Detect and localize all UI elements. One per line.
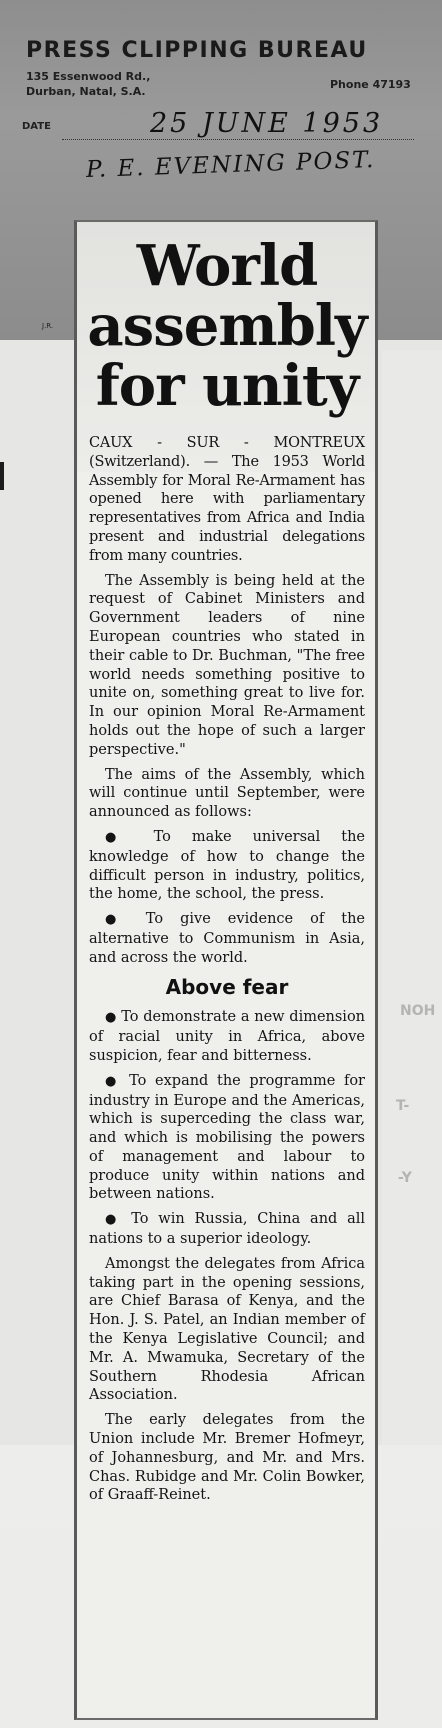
paragraph: The Assembly is being held at the request of Cabinet Ministers and Government leaders of nine European countries who stated in their cable to Dr. Buchman, "The free world needs something positive to unite on, something great to live for. In our opinion Moral Re-Armament holds out the hope of such a larger perspective." — [89, 572, 365, 758]
paragraph: The aims of the Assembly, which will continue until September, were announced as follows: — [89, 766, 365, 821]
headline-line: for unity — [95, 353, 359, 419]
bullet-icon: ● — [105, 829, 133, 845]
bureau-name: PRESS CLIPPING BUREAU — [26, 38, 368, 63]
headline-line: assembly — [87, 293, 367, 359]
bullet-icon: ● — [105, 1010, 117, 1026]
bleed-through-text: -Y — [398, 1170, 412, 1186]
bureau-address-line2: Durban, Natal, S.A. — [26, 85, 146, 98]
bullet-text: To demonstrate a new dimension of racial unity in Africa, above suspicion, fear and bitterness. — [89, 1009, 366, 1064]
paragraph: Amongst the delegates from Africa taking part in the opening sessions, are Chief Barasa of Kenya, and the Hon. J. S. Patel, an Indian member of the Kenya Legislative Council; and Mr. A. Mwamuka, Secretary of the Southern Rhodesia African Association. — [89, 1255, 365, 1404]
article-body — [89, 434, 365, 1505]
initials-mark: J.R. — [42, 322, 54, 330]
bleed-through-text: T- — [396, 1098, 410, 1114]
handwritten-source: P. E. EVENING POST. — [85, 146, 376, 184]
bullet-icon: ● — [105, 1073, 121, 1089]
bullet-text: To expand the programme for industry in Europe and the Americas, which is superceding the class war, and which is mobilising the powers of management and labour to produce unity within nations and between nations. — [89, 1072, 365, 1203]
paragraph-dateline: CAUX - SUR - MONTREUX (Switzerland). — The 1953 World Assembly for Moral Re-Armament has opened here with parliamentary representatives from Africa and India present and industrial delegations from many countries. — [89, 435, 365, 564]
newspaper-clipping — [74, 220, 378, 1720]
bullet-text: To win Russia, China and all nations to a superior ideology. — [89, 1211, 366, 1248]
bullet-paragraph — [89, 910, 365, 967]
bureau-phone: Phone 47193 — [330, 78, 411, 91]
bullet-paragraph — [89, 1072, 365, 1205]
headline-line: World — [136, 233, 318, 299]
date-line — [62, 139, 414, 140]
date-label: DATE — [22, 121, 51, 132]
bullet-icon: ● — [105, 1212, 122, 1228]
headline — [85, 233, 369, 419]
bullet-paragraph — [89, 1210, 365, 1249]
bureau-address-line1: 135 Essenwood Rd., — [26, 70, 151, 83]
bleed-through-text: NOH — [400, 1003, 436, 1019]
bullet-paragraph — [89, 1008, 365, 1065]
bullet-text: To give evidence of the alternative to Communism in Asia, and across the world. — [89, 911, 366, 966]
bullet-text: To make universal the knowledge of how to change the difficult person in industry, politics, the home, the school, the press. — [89, 828, 366, 903]
scan-edge-mark — [0, 462, 4, 490]
subheading: Above fear — [165, 974, 289, 999]
bullet-paragraph — [89, 828, 365, 904]
handwritten-date: 25 JUNE 1953 — [150, 108, 384, 139]
paragraph: The early delegates from the Union include Mr. Bremer Hofmeyr, of Johannesburg, and Mr. and Mrs. Chas. Rubidge and Mr. Colin Bowker, of Graaff-Reinet. — [89, 1412, 365, 1504]
bullet-icon: ● — [105, 912, 129, 928]
backing-sheet-right — [382, 350, 442, 1445]
